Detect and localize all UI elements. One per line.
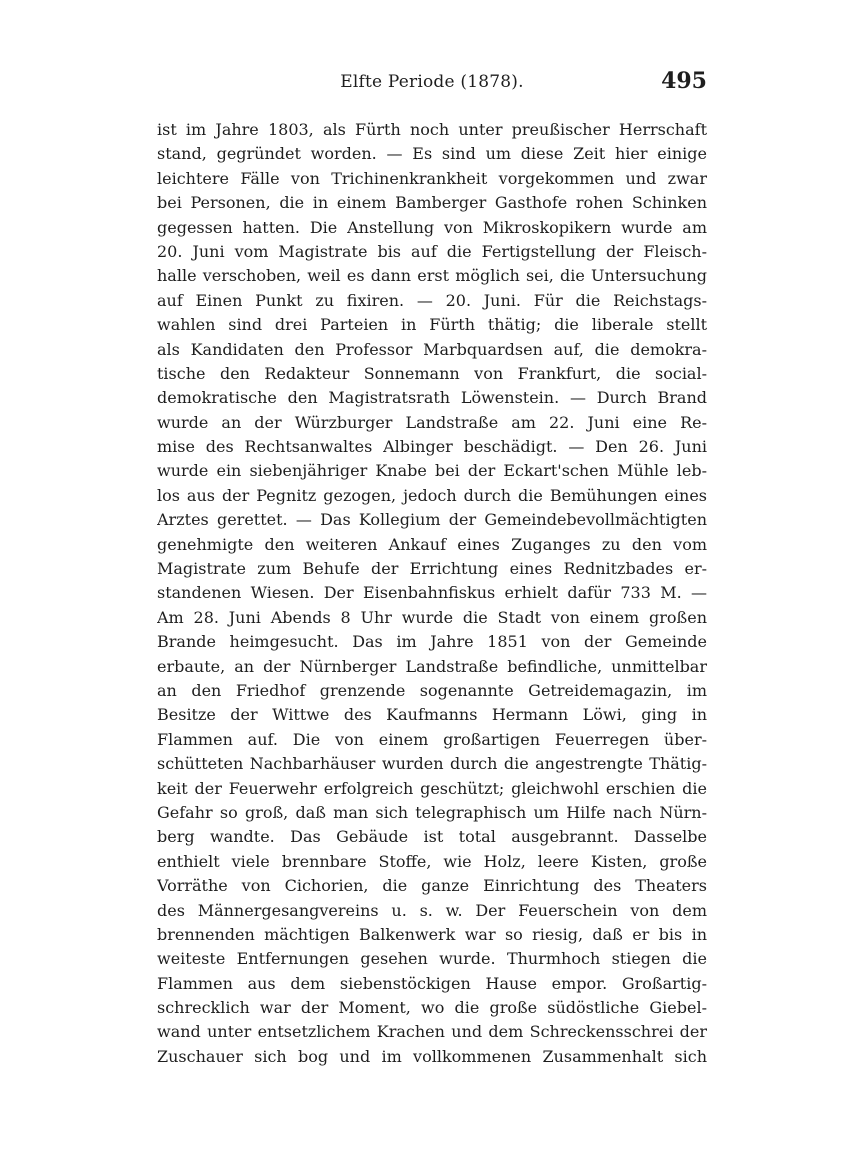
text-line: gegessen hatten. Die Anstellung von Mikroskopikern wurde am xyxy=(157,217,707,237)
text-line: stand, gegründet worden. — Es sind um diese Zeit hier einige xyxy=(157,144,707,164)
text-line: Vorräthe von Cichorien, die ganze Einrichtung des Theaters xyxy=(157,876,707,896)
page-number: 495 xyxy=(661,68,707,94)
text-line: schrecklich war der Moment, wo die große südöstliche Giebel- xyxy=(157,998,707,1018)
text-line: wurde an der Würzburger Landstraße am 22. Juni eine Re- xyxy=(157,412,707,432)
text-line: halle verschoben, weil es dann erst möglich sei, die Untersuchung xyxy=(157,266,707,286)
text-line: als Kandidaten den Professor Marbquardsen auf, die demokra- xyxy=(157,339,707,359)
text-line: demokratische den Magistratsrath Löwenstein. — Durch Brand xyxy=(157,388,707,408)
text-line: standenen Wiesen. Der Eisenbahnfiskus erhielt dafür 733 M. — xyxy=(157,583,707,603)
body-text xyxy=(157,118,707,1069)
text-line: Flammen auf. Die von einem großartigen Feuerregen über- xyxy=(157,729,707,749)
running-title: Elfte Periode (1878). xyxy=(340,72,524,92)
text-line: berg wandte. Das Gebäude ist total ausgebrannt. Dasselbe xyxy=(157,827,707,847)
text-line: auf Einen Punkt zu fixiren. — 20. Juni. Für die Reichstags- xyxy=(157,290,707,310)
text-line: Magistrate zum Behufe der Errichtung eines Rednitzbades er- xyxy=(157,559,707,579)
text-line: Gefahr so groß, daß man sich telegraphisch um Hilfe nach Nürn- xyxy=(157,802,707,822)
text-line: Besitze der Wittwe des Kaufmanns Hermann Löwi, ging in xyxy=(157,705,707,725)
text-line: leichtere Fälle von Trichinenkrankheit vorgekommen und zwar xyxy=(157,168,707,188)
text-line: enthielt viele brennbare Stoffe, wie Holz, leere Kisten, große xyxy=(157,851,707,871)
text-line: weiteste Entfernungen gesehen wurde. Thurmhoch stiegen die xyxy=(157,949,707,969)
text-line: mise des Rechtsanwaltes Albinger beschädigt. — Den 26. Juni xyxy=(157,437,707,457)
text-line: keit der Feuerwehr erfolgreich geschützt; gleichwohl erschien die xyxy=(157,778,707,798)
text-line: brennenden mächtigen Balkenwerk war so riesig, daß er bis in xyxy=(157,924,707,944)
text-line: Brande heimgesucht. Das im Jahre 1851 von der Gemeinde xyxy=(157,632,707,652)
text-line: Am 28. Juni Abends 8 Uhr wurde die Stadt von einem großen xyxy=(157,607,707,627)
text-line: ist im Jahre 1803, als Fürth noch unter preußischer Herrschaft xyxy=(157,120,707,139)
text-line: an den Friedhof grenzende sogenannte Getreidemagazin, im xyxy=(157,680,707,700)
text-line: tische den Redakteur Sonnemann von Frankfurt, die social- xyxy=(157,363,707,383)
text-line: wurde ein siebenjähriger Knabe bei der Eckart'schen Mühle leb- xyxy=(157,461,707,481)
text-line: los aus der Pegnitz gezogen, jedoch durch die Bemühungen eines xyxy=(157,485,707,505)
text-line: wahlen sind drei Parteien in Fürth thätig; die liberale stellt xyxy=(157,315,707,335)
text-line: Arztes gerettet. — Das Kollegium der Gemeindebevollmächtigten xyxy=(157,510,707,530)
text-line: 20. Juni vom Magistrate bis auf die Fertigstellung der Fleisch- xyxy=(157,241,707,261)
text-line: des Männergesangvereins u. s. w. Der Feuerschein von dem xyxy=(157,900,707,920)
text-line: genehmigte den weiteren Ankauf eines Zuganges zu den vom xyxy=(157,534,707,554)
text-line: schütteten Nachbarhäuser wurden durch die angestrengte Thätig- xyxy=(157,754,707,774)
page-header xyxy=(157,66,707,102)
text-line: Flammen aus dem siebenstöckigen Hause empor. Großartig- xyxy=(157,973,707,993)
text-line: erbaute, an der Nürnberger Landstraße befindliche, unmittelbar xyxy=(157,656,707,676)
text-line: Zuschauer sich bog und im vollkommenen Zusammenhalt sich xyxy=(157,1046,707,1066)
text-line: bei Personen, die in einem Bamberger Gasthofe rohen Schinken xyxy=(157,193,707,213)
text-line: wand unter entsetzlichem Krachen und dem Schreckensschrei der xyxy=(157,1022,707,1042)
